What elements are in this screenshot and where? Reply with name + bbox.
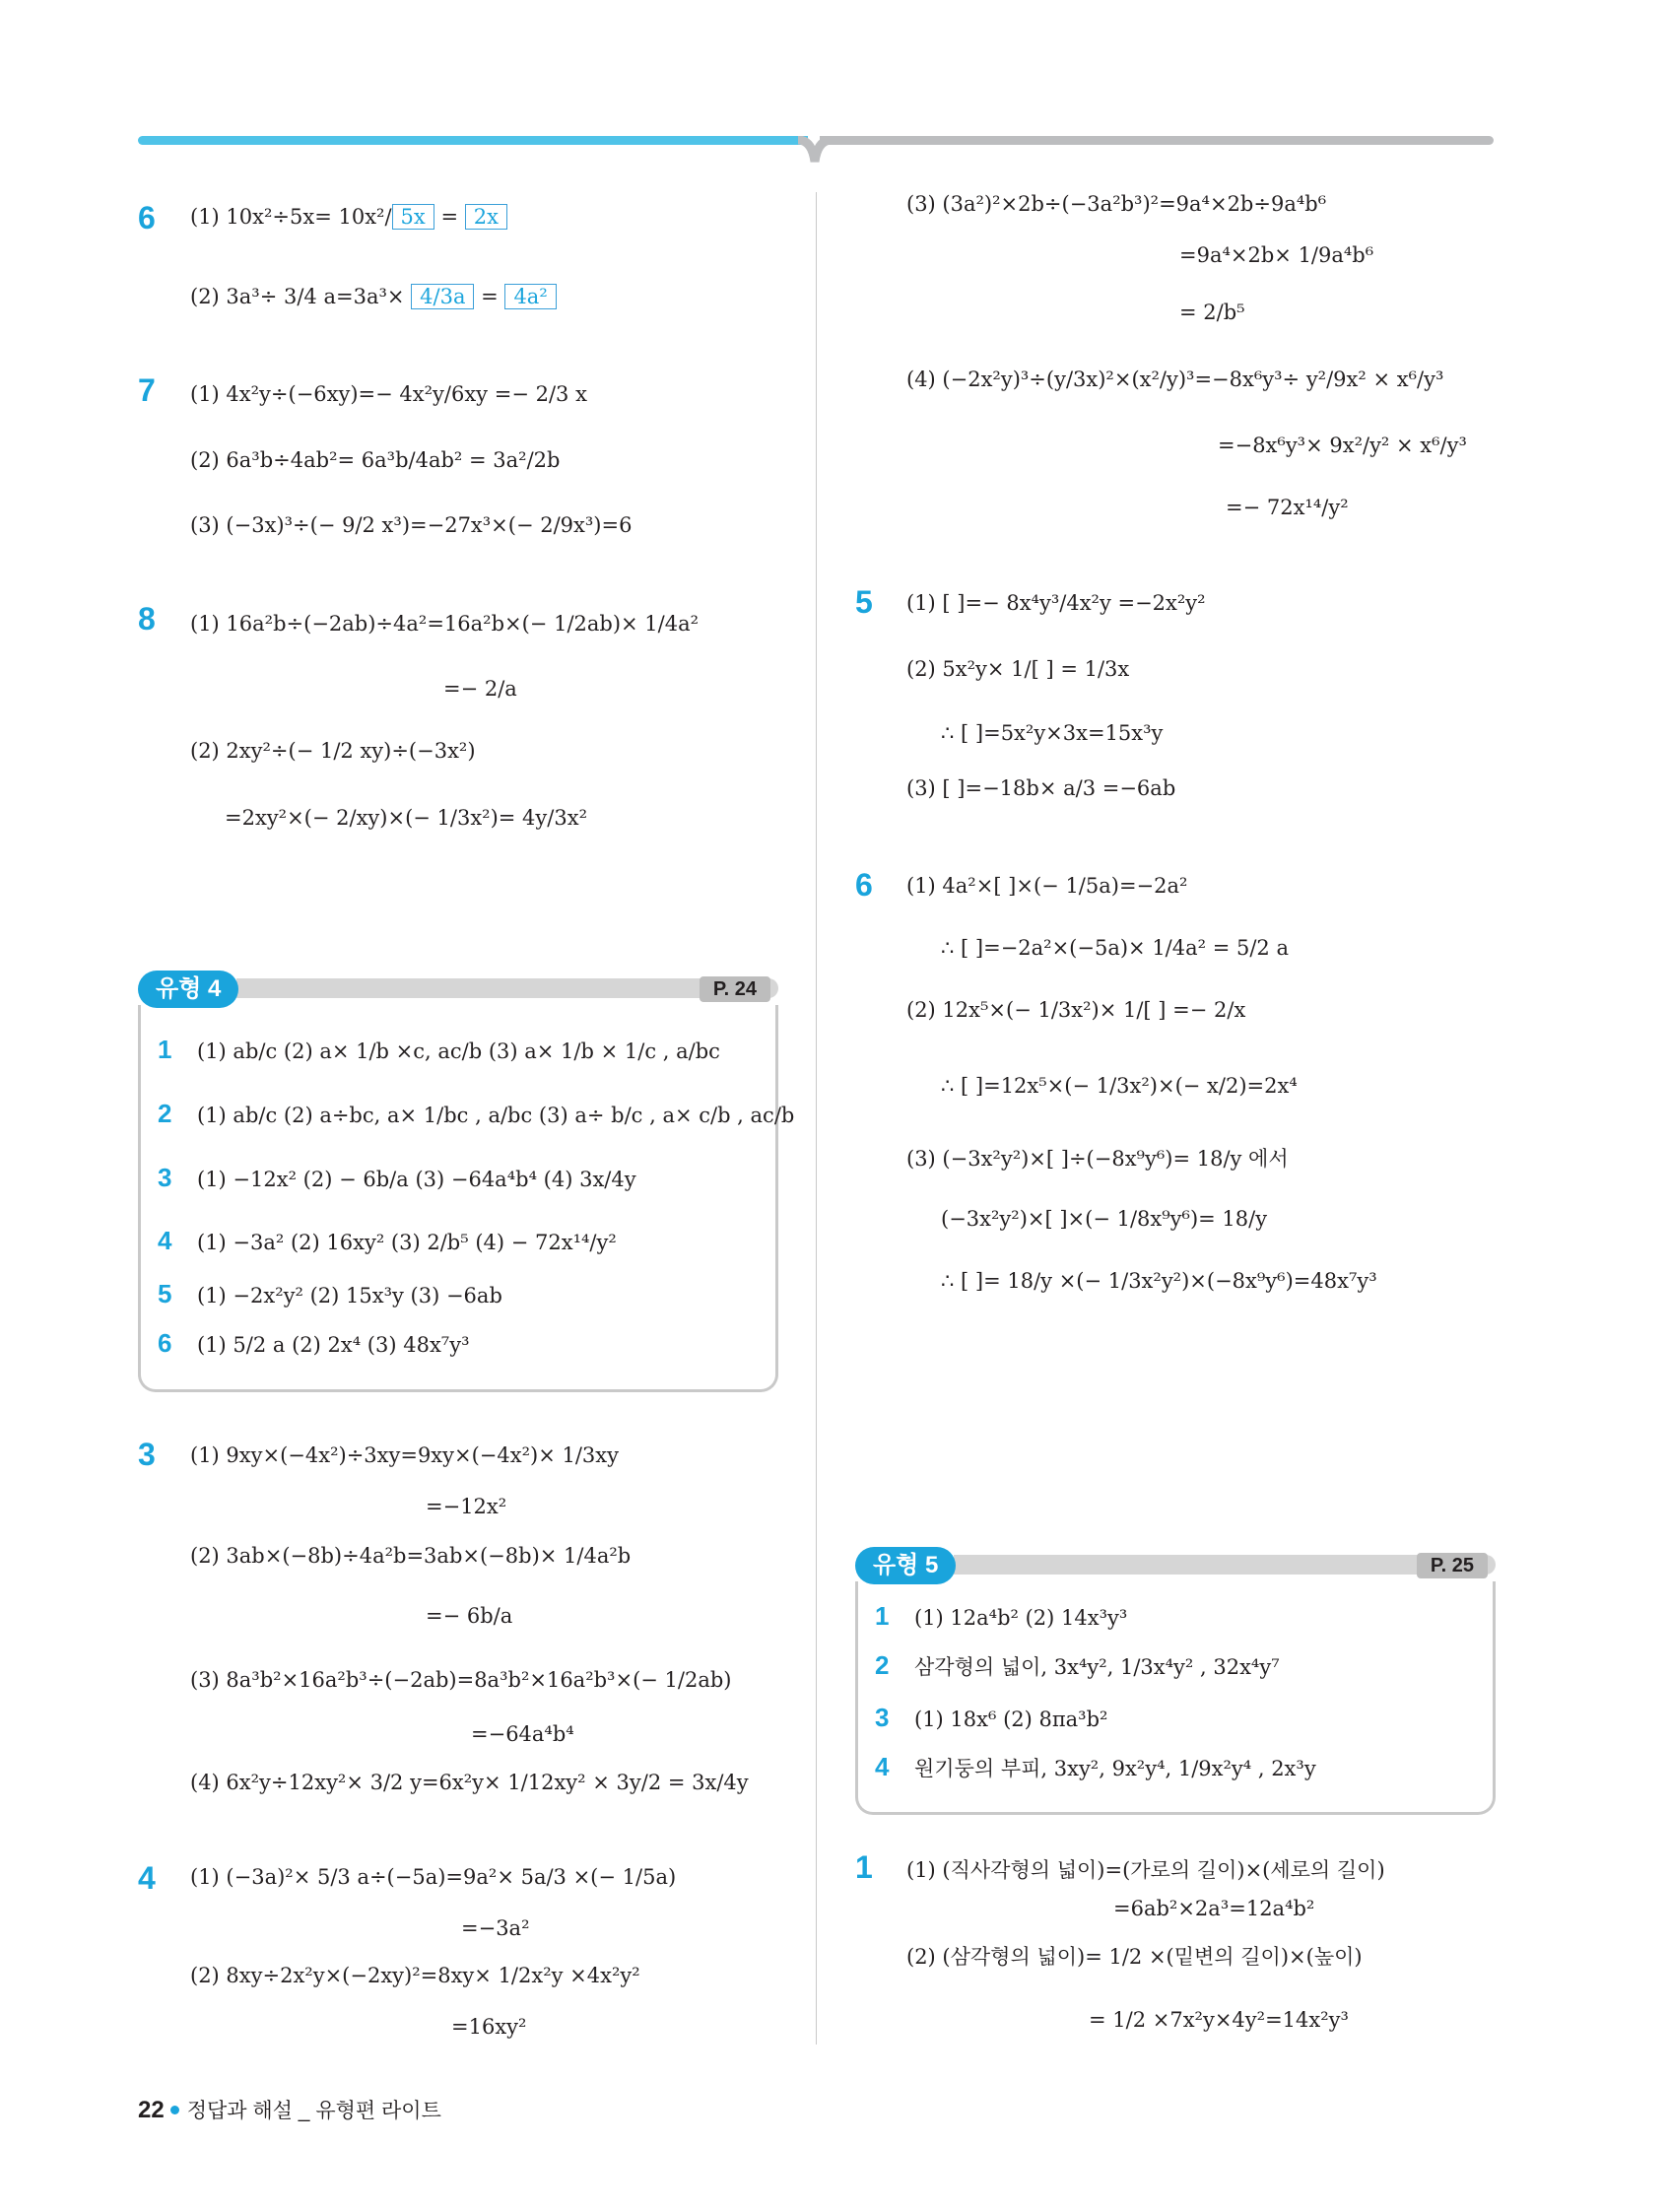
- summary-row: [158, 1099, 794, 1129]
- header-bar: [954, 1555, 1496, 1575]
- summary-row: [875, 1650, 1280, 1681]
- header-bar: [236, 978, 778, 998]
- summary-row: [158, 1279, 502, 1309]
- answer-line: (2) (삼각형의 넓이)= 1/2 ×(밑변의 길이)×(높이): [906, 1945, 1363, 1969]
- row-number: 5: [158, 1279, 172, 1308]
- answer-line: (2) 12x⁵×(− 1/3x²)× 1/[ ] =− 2/x: [906, 998, 1246, 1022]
- row-number: 3: [875, 1703, 890, 1732]
- row-text: (1) 5/2 a (2) 2x⁴ (3) 48x⁷y³: [197, 1333, 470, 1357]
- row-number: 4: [158, 1226, 172, 1255]
- answer-line: (−3x²y²)×[ ]×(− 1/8x⁹y⁶)= 18/y: [941, 1207, 1268, 1231]
- answer-line: (4) 6x²y÷12xy²× 3/2 y=6x²y× 1/12xy² × 3y/2 = 3x/4y: [190, 1771, 749, 1794]
- answer-line: (1) (−3a)²× 5/3 a÷(−5a)=9a²× 5a/3 ×(− 1/5a): [190, 1865, 677, 1889]
- header-bar-right: [820, 136, 1494, 145]
- answer-line: =9a⁴×2b× 1/9a⁴b⁶: [1179, 243, 1374, 267]
- answer-line: (1) (직사각형의 넓이)=(가로의 길이)×(세로의 길이): [906, 1858, 1385, 1882]
- answer-line: =−64a⁴b⁴: [471, 1722, 574, 1746]
- answer-line: (2) 6a³b÷4ab²= 6a³b/4ab² = 3a²/2b: [190, 448, 561, 472]
- answer-line: (1) 4a²×[ ]×(− 1/5a)=−2a²: [906, 874, 1188, 898]
- bullet-icon: [170, 2106, 179, 2114]
- answer-box: 4/3a: [411, 284, 474, 309]
- answer-box: 4a²: [504, 284, 556, 309]
- question-number: 6: [855, 867, 873, 903]
- answer-line: ∴ [ ]= 18/y ×(− 1/3x²y²)×(−8x⁹y⁶)=48x⁷y³: [941, 1269, 1377, 1293]
- row-text: (1) 18x⁶ (2) 8πa³b²: [914, 1708, 1108, 1731]
- answer-line: =2xy²×(− 2/xy)×(− 1/3x²)= 4y/3x²: [225, 806, 587, 830]
- row-text: (1) −12x² (2) − 6b/a (3) −64a⁴b⁴ (4) 3x/4y: [197, 1168, 636, 1191]
- answer-line: =− 72x¹⁴/y²: [1226, 496, 1349, 519]
- answer-line: (4) (−2x²y)³÷(y/3x)²×(x²/y)³=−8x⁶y³÷ y²/9x² × x⁶/y³: [906, 368, 1444, 391]
- row-text: (1) 12a⁴b² (2) 14x³y³: [914, 1606, 1128, 1630]
- row-text: (1) −3a² (2) 16xy² (3) 2/b⁵ (4) − 72x¹⁴/y²: [197, 1231, 617, 1254]
- question-number: 5: [855, 584, 873, 620]
- question-number: 6: [138, 200, 156, 235]
- footer-text: 정답과 해설 _ 유형편 라이트: [186, 2100, 441, 2122]
- answer-line: (2) 5x²y× 1/[ ] = 1/3x: [906, 657, 1130, 681]
- answer-line: = 1/2 ×7x²y×4y²=14x²y³: [1089, 2008, 1349, 2032]
- row-number: 4: [875, 1752, 890, 1781]
- type4-header: [138, 971, 778, 1008]
- header-notch: [798, 136, 832, 166]
- answer-box: 2x: [465, 204, 507, 230]
- type5-page: P. 25: [1417, 1553, 1488, 1578]
- answer-line: =− 6b/a: [426, 1604, 513, 1628]
- row-text: (1) ab/c (2) a× 1/b ×c, ac/b (3) a× 1/b × 1/c , a/bc: [197, 1039, 720, 1063]
- type5-header: [855, 1547, 1496, 1584]
- question-number: 1: [855, 1849, 873, 1885]
- answer-line: (2) 3ab×(−8b)÷4a²b=3ab×(−8b)× 1/4a²b: [190, 1544, 632, 1568]
- column-divider: [816, 192, 817, 2044]
- type4-page: P. 24: [700, 976, 770, 1002]
- row-number: 6: [158, 1328, 172, 1358]
- question-number: 4: [138, 1860, 156, 1896]
- answer-line: (1) 10x²÷5x= 10x²/ 5x = 2x: [190, 204, 507, 230]
- summary-row: [875, 1752, 1316, 1782]
- answer-box: 5x: [392, 204, 434, 230]
- answer-line: =−3a²: [461, 1916, 530, 1940]
- row-number: 2: [158, 1099, 172, 1128]
- answer-line: =6ab²×2a³=12a⁴b²: [1113, 1897, 1315, 1920]
- answer-line: ∴ [ ]=−2a²×(−5a)× 1/4a² = 5/2 a: [941, 936, 1289, 960]
- summary-row: [158, 1163, 636, 1193]
- row-number: 1: [875, 1601, 890, 1631]
- type5-label: 유형 5: [855, 1547, 956, 1584]
- answer-line: = 2/b⁵: [1179, 301, 1245, 324]
- row-text: 원기둥의 부피, 3xy², 9x²y⁴, 1/9x²y⁴ , 2x³y: [914, 1757, 1316, 1780]
- answer-line: =− 2/a: [443, 677, 517, 701]
- answer-line: (3) [ ]=−18b× a/3 =−6ab: [906, 776, 1176, 800]
- row-text: 삼각형의 넓이, 3x⁴y², 1/3x⁴y² , 32x⁴y⁷: [914, 1655, 1280, 1679]
- answer-line: (3) 8a³b²×16a²b³÷(−2ab)=8a³b²×16a²b³×(− 1/2ab): [190, 1668, 732, 1692]
- answer-line: ∴ [ ]=12x⁵×(− 1/3x²)×(− x/2)=2x⁴: [941, 1074, 1298, 1098]
- answer-line: (2) 8xy÷2x²y×(−2xy)²=8xy× 1/2x²y ×4x²y²: [190, 1964, 640, 1987]
- question-number: 3: [138, 1437, 156, 1472]
- row-number: 2: [875, 1650, 890, 1680]
- page-footer: [138, 2095, 441, 2124]
- row-number: 1: [158, 1035, 172, 1064]
- answer-line: (1) 4x²y÷(−6xy)=− 4x²y/6xy =− 2/3 x: [190, 382, 587, 406]
- summary-row: [875, 1601, 1127, 1632]
- answer-line: (2) 3a³÷ 3/4 a=3a³× 4/3a = 4a²: [190, 284, 557, 309]
- summary-row: [158, 1226, 617, 1256]
- answer-line: ∴ [ ]=5x²y×3x=15x³y: [941, 721, 1164, 745]
- answer-line: (1) 9xy×(−4x²)÷3xy=9xy×(−4x²)× 1/3xy: [190, 1443, 619, 1467]
- summary-row: [158, 1035, 720, 1065]
- answer-line: =−8x⁶y³× 9x²/y² × x⁶/y³: [1218, 434, 1467, 457]
- answer-line: (3) (3a²)²×2b÷(−3a²b³)²=9a⁴×2b÷9a⁴b⁶: [906, 192, 1327, 216]
- header-bar-left: [138, 136, 808, 145]
- page-number: 22: [138, 2097, 165, 2123]
- type4-label: 유형 4: [138, 971, 238, 1008]
- row-text: (1) ab/c (2) a÷bc, a× 1/bc , a/bc (3) a÷ b/c , a× c/b , ac/b: [197, 1104, 795, 1127]
- row-number: 3: [158, 1163, 172, 1192]
- answer-line: (1) [ ]=− 8x⁴y³/4x²y =−2x²y²: [906, 591, 1206, 615]
- question-number: 7: [138, 372, 156, 408]
- answer-line: (1) 16a²b÷(−2ab)÷4a²=16a²b×(− 1/2ab)× 1/4a²: [190, 612, 700, 636]
- question-number: 8: [138, 601, 156, 637]
- answer-line: =−12x²: [426, 1495, 507, 1518]
- answer-line: =16xy²: [451, 2015, 527, 2039]
- answer-line: (2) 2xy²÷(− 1/2 xy)÷(−3x²): [190, 739, 476, 763]
- summary-row: [875, 1703, 1107, 1733]
- answer-line: (3) (−3x)³÷(− 9/2 x³)=−27x³×(− 2/9x³)=6: [190, 513, 633, 537]
- summary-row: [158, 1328, 470, 1359]
- row-text: (1) −2x²y² (2) 15x³y (3) −6ab: [197, 1284, 502, 1307]
- answer-line: (3) (−3x²y²)×[ ]÷(−8x⁹y⁶)= 18/y 에서: [906, 1147, 1289, 1171]
